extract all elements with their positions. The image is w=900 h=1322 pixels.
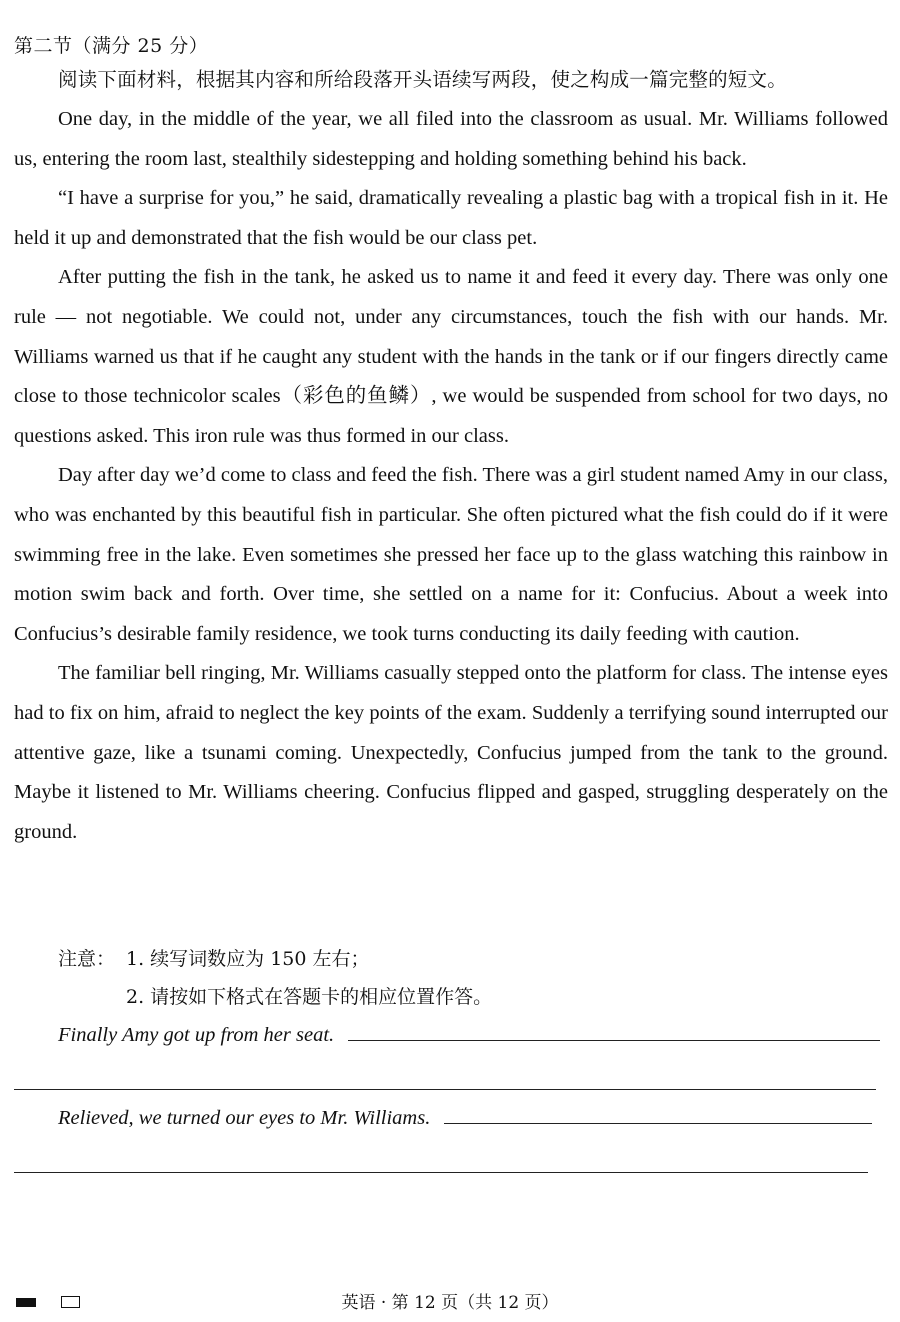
note-item-2: 2. 请按如下格式在答题卡的相应位置作答。 xyxy=(126,986,493,1008)
answer-line-1a[interactable] xyxy=(348,1026,880,1041)
answer-line-2b[interactable] xyxy=(14,1172,868,1173)
passage-paragraph-2: “I have a surprise for you,” he said, dramatically revealing a plastic bag with a tropical fish in it. He held it up and demonstrated that the fish would be our class pet. xyxy=(14,187,888,249)
passage-paragraph-4: Day after day we’d come to class and feed the fish. There was a girl student named Amy in our class, who was enchanted by this beautiful fish in particular. She often pictured what the fish could do if it were swimming free in the lake. Even sometimes she pressed her face up to the glass watching this rainbow in motion swim back and forth. Over time, she settled on a name for it: Confucius. About a week into Confucius’s desirable family residence, we took turns conducting its daily feeding with caution. xyxy=(14,464,888,645)
answer-line-2a[interactable] xyxy=(444,1109,872,1124)
note-row-2 xyxy=(58,978,858,1016)
note-item-1: 1. 续写词数应为 150 左右； xyxy=(126,948,370,970)
continuation-prompt-1 xyxy=(58,1024,880,1047)
notes-block xyxy=(58,940,858,1016)
answer-line-1b[interactable] xyxy=(14,1089,876,1090)
note-row-1 xyxy=(58,940,858,978)
page-footer: 英语 · 第 12 页（共 12 页） xyxy=(341,1293,559,1313)
notes-label: 注意： xyxy=(58,948,116,970)
instruction-text: 阅读下面材料，根据其内容和所给段落开头语续写两段，使之构成一篇完整的短文。 xyxy=(58,68,787,91)
passage-paragraph-3: After putting the fish in the tank, he asked us to name it and feed it every day. There was only one rule — not negotiable. We could not, under any circumstances, touch the fish with our hands. Mr. Williams warned us that if he caught any student with the hands in the tank or if our fingers directly came close to those technicolor scales（彩色的鱼鳞）, we would be suspended from school for two days, no questions asked. This iron rule was thus formed in our class. xyxy=(14,266,888,447)
continuation-prompt-2 xyxy=(58,1107,872,1130)
prompt-text-2: Relieved, we turned our eyes to Mr. Williams. xyxy=(58,1107,431,1129)
section-title: 第二节（满分 25 分） xyxy=(14,35,209,57)
prompt-text-1: Finally Amy got up from her seat. xyxy=(58,1024,335,1046)
passage-paragraph-5: The familiar bell ringing, Mr. Williams casually stepped onto the platform for class. The intense eyes had to fix on him, afraid to neglect the key points of the exam. Suddenly a terrifying sound interrupted our attentive gaze, like a tsunami coming. Unexpectedly, Confucius jumped from the tank to the ground. Maybe it listened to Mr. Williams cheering. Confucius flipped and gasped, struggling desperately on the ground. xyxy=(14,662,888,843)
passage-paragraph-1: One day, in the middle of the year, we all filed into the classroom as usual. Mr. Williams followed us, entering the room last, stealthily sidestepping and holding something behind his back. xyxy=(14,108,888,170)
reading-passage xyxy=(14,100,888,852)
